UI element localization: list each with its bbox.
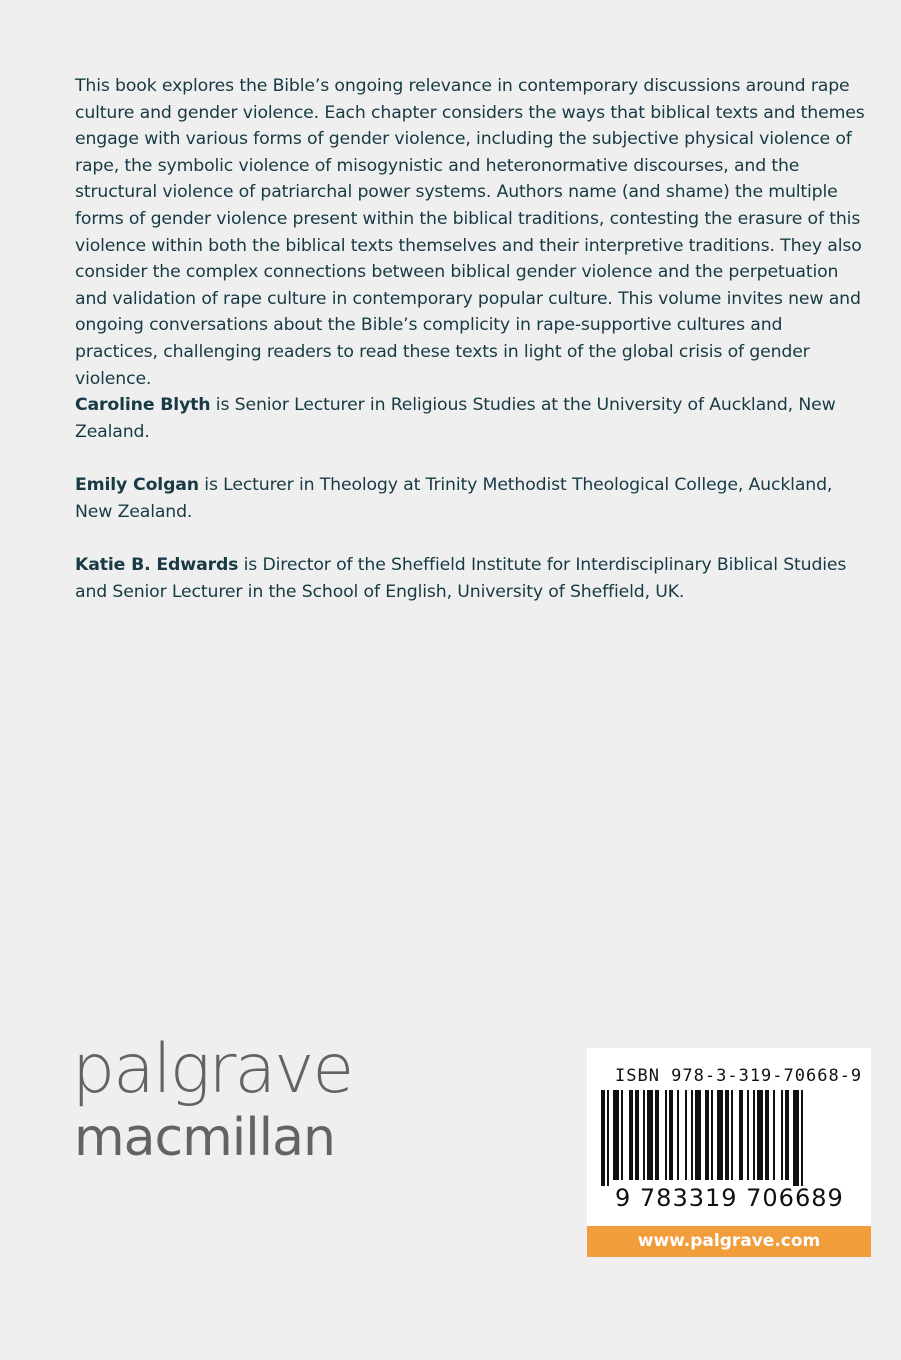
publisher-logo-line1: palgrave xyxy=(72,1030,353,1109)
barcode-bars xyxy=(601,1090,857,1186)
back-cover-blurb xyxy=(75,73,865,392)
author-description: is Senior Lecturer in Religious Studies at the University of Auckland, New Zealand. xyxy=(75,395,836,442)
author-name: Emily Colgan xyxy=(75,475,199,495)
publisher-logo-line2: macmillan xyxy=(74,1108,335,1168)
barcode-digits: 9 783319 706689 xyxy=(615,1184,844,1212)
author-description: is Lecturer in Theology at Trinity Methodist Theological College, Auckland, New Zealand. xyxy=(75,475,833,522)
author-name: Caroline Blyth xyxy=(75,395,211,415)
isbn-barcode xyxy=(587,1048,871,1226)
author-bio-colgan xyxy=(75,472,865,525)
blurb-paragraph: This book explores the Bible’s ongoing relevance in contemporary discussions around rape culture and gender violence. Each chapter considers the ways that biblical texts and themes engage with various forms of gender violence, including the subjective physical violence of rape, the symbolic violence of misogynistic and heteronormative discourses, and the structural violence of patriarchal power systems. Authors name (and shame) the multiple forms of gender violence present within the biblical traditions, contesting the erasure of this violence within both the biblical texts themselves and their interpretive traditions. They also consider the complex connections between biblical gender violence and the perpetuation and validation of rape culture in contemporary popular culture. This volume invites new and ongoing conversations about the Bible’s complicity in rape-supportive cultures and practices, challenging readers to read these texts in light of the global crisis of gender violence. xyxy=(75,76,865,389)
author-bio-edwards xyxy=(75,552,865,605)
author-name: Katie B. Edwards xyxy=(75,555,239,575)
author-bio-blyth xyxy=(75,392,865,445)
isbn-label: ISBN 978-3-319-70668-9 xyxy=(615,1066,863,1086)
publisher-url[interactable]: www.palgrave.com xyxy=(587,1226,871,1257)
author-description: is Director of the Sheffield Institute for Interdisciplinary Biblical Studies and Senior Lecturer in the School of English, University of Sheffield, UK. xyxy=(75,555,847,602)
